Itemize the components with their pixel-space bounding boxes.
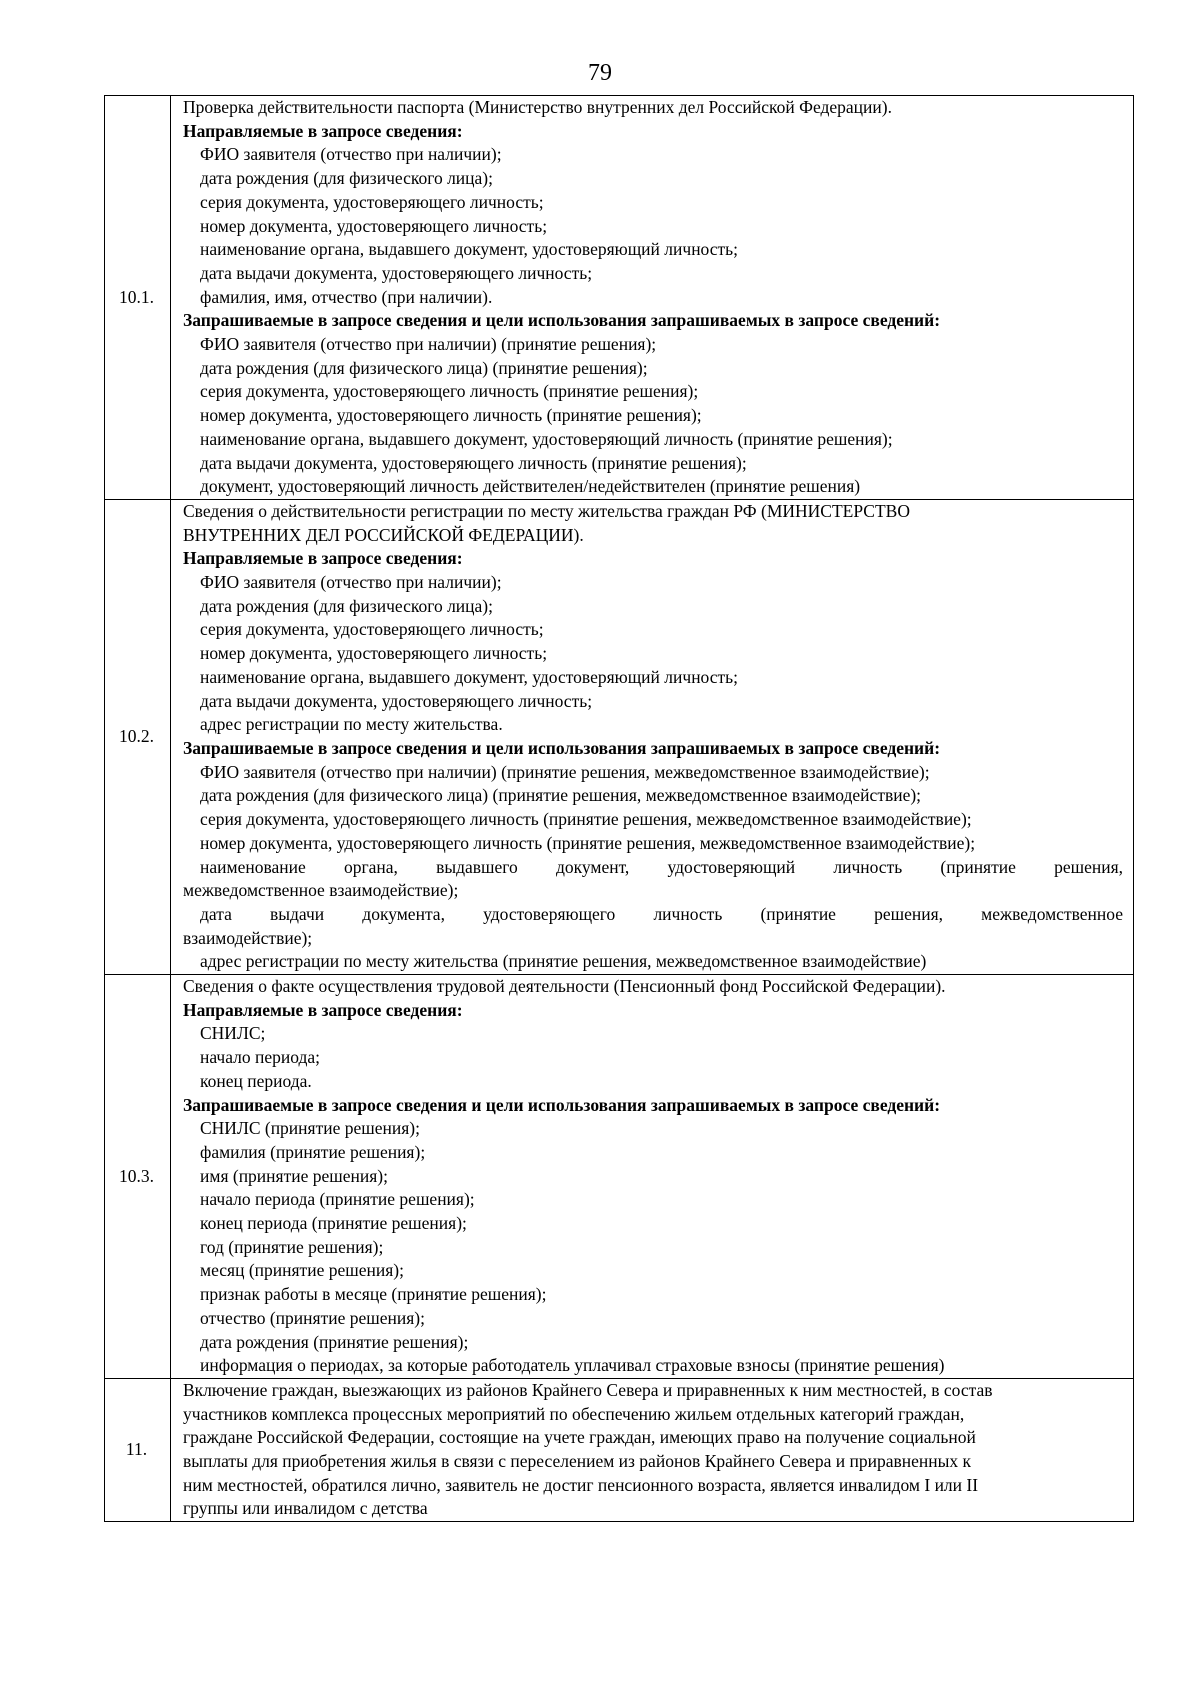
row-number: 10.3.: [105, 975, 171, 1379]
text-line: номер документа, удостоверяющего личность;: [200, 643, 548, 664]
text-line: имя (принятие решения);: [200, 1165, 388, 1186]
page-number: 79: [588, 60, 612, 86]
section-heading: Направляемые в запросе сведения:: [183, 120, 463, 141]
text-line: участников комплекса процессных мероприятий по обеспечению жильем отдельных категорий граждан,: [183, 1403, 965, 1424]
text-line: серия документа, удостоверяющего личность (принятие решения);: [200, 381, 699, 402]
row-content: [171, 96, 1134, 500]
text-line: ФИО заявителя (отчество при наличии) (принятие решения, межведомственное взаимодействие);: [200, 761, 930, 782]
text-line: ВНУТРЕННИХ ДЕЛ РОССИЙСКОЙ ФЕДЕРАЦИИ).: [183, 524, 584, 545]
text-line: начало периода (принятие решения);: [200, 1189, 475, 1210]
text-line: дата выдачи документа, удостоверяющего личность;: [200, 690, 593, 711]
text-line: дата рождения (для физического лица);: [200, 595, 493, 616]
section-heading: Запрашиваемые в запросе сведения и цели использования запрашиваемых в запросе сведений:: [183, 310, 941, 331]
text-line: год (принятие решения);: [200, 1236, 384, 1257]
section-heading: Запрашиваемые в запросе сведения и цели использования запрашиваемых в запросе сведений:: [183, 737, 941, 758]
text-line: фамилия, имя, отчество (при наличии).: [200, 286, 493, 307]
text-line: наименование органа, выдавшего документ, удостоверяющий личность;: [200, 239, 738, 260]
text-line: Проверка действительности паспорта (Министерство внутренних дел Российской Федерации).: [183, 97, 892, 117]
text-line: начало периода;: [200, 1047, 321, 1068]
row-content: [171, 975, 1134, 1379]
text-line: граждане Российской Федерации, состоящие на учете граждан, имеющих право на получение социальной: [183, 1427, 976, 1448]
text-line: СНИЛС;: [200, 1023, 266, 1044]
text-line: серия документа, удостоверяющего личность;: [200, 191, 544, 212]
text-line: Сведения о факте осуществления трудовой деятельности (Пенсионный фонд Российской Федерации).: [183, 976, 946, 997]
text-line: отчество (принятие решения);: [200, 1307, 425, 1328]
table-row: [105, 499, 1134, 974]
text-line: межведомственное взаимодействие);: [183, 880, 459, 901]
document-table: [104, 95, 1134, 1522]
text-line: дата рождения (для физического лица) (принятие решения);: [200, 357, 648, 378]
text-line: адрес регистрации по месту жительства (принятие решения, межведомственное взаимодействие): [200, 951, 927, 972]
section-heading: Запрашиваемые в запросе сведения и цели использования запрашиваемых в запросе сведений:: [183, 1094, 941, 1115]
row-number: 10.2.: [105, 499, 171, 974]
text-line: Сведения о действительности регистрации по месту жительства граждан РФ (МИНИСТЕРСТВО: [183, 500, 910, 521]
text-line: серия документа, удостоверяющего личность;: [200, 619, 544, 640]
text-line: ним местностей, обратился лично, заявитель не достиг пенсионного возраста, является инвалидом I или II: [183, 1474, 979, 1495]
text-line: дата выдачи документа, удостоверяющего личность (принятие решения, межведомственное: [200, 903, 1123, 924]
text-line: признак работы в месяце (принятие решения);: [200, 1284, 547, 1305]
text-line: дата рождения (принятие решения);: [200, 1331, 469, 1352]
text-line: документ, удостоверяющий личность действителен/недействителен (принятие решения): [200, 476, 861, 497]
text-line: Включение граждан, выезжающих из районов Крайнего Севера и приравненных к ним местностей, в состав: [183, 1379, 993, 1400]
table-row: [105, 975, 1134, 1379]
text-line: дата выдачи документа, удостоверяющего личность (принятие решения);: [200, 452, 747, 473]
row-number: 11.: [105, 1378, 171, 1521]
text-line: наименование органа, выдавшего документ, удостоверяющий личность (принятие решения,: [200, 856, 1123, 877]
row-content: [171, 499, 1134, 974]
text-line: ФИО заявителя (отчество при наличии) (принятие решения);: [200, 334, 657, 355]
text-line: информация о периодах, за которые работодатель уплачивал страховые взносы (принятие решения): [200, 1355, 945, 1376]
text-line: дата выдачи документа, удостоверяющего личность;: [200, 262, 593, 283]
text-line: взаимодействие);: [183, 927, 313, 948]
section-heading: Направляемые в запросе сведения:: [183, 548, 463, 569]
text-line: ФИО заявителя (отчество при наличии);: [200, 144, 502, 165]
text-line: дата рождения (для физического лица) (принятие решения, межведомственное взаимодействие);: [200, 785, 922, 806]
text-line: месяц (принятие решения);: [200, 1260, 404, 1281]
section-heading: Направляемые в запросе сведения:: [183, 999, 463, 1020]
table-row: [105, 1378, 1134, 1521]
table-row: [105, 96, 1134, 500]
text-line: выплаты для приобретения жилья в связи с переселением из районов Крайнего Севера и приравненных к: [183, 1451, 971, 1472]
text-line: адрес регистрации по месту жительства.: [200, 714, 503, 735]
row-content: [171, 1378, 1134, 1521]
row-number: 10.1.: [105, 96, 171, 500]
text-line: конец периода (принятие решения);: [200, 1213, 467, 1234]
text-line: дата рождения (для физического лица);: [200, 168, 493, 189]
text-line: конец периода.: [200, 1070, 312, 1091]
text-line: номер документа, удостоверяющего личность;: [200, 215, 548, 236]
text-line: СНИЛС (принятие решения);: [200, 1118, 420, 1139]
text-line: ФИО заявителя (отчество при наличии);: [200, 572, 502, 593]
text-line: серия документа, удостоверяющего личность (принятие решения, межведомственное взаимодействие);: [200, 809, 972, 830]
text-line: номер документа, удостоверяющего личность (принятие решения, межведомственное взаимодействие);: [200, 832, 976, 853]
text-line: наименование органа, выдавшего документ, удостоверяющий личность (принятие решения);: [200, 428, 893, 449]
text-line: группы или инвалидом с детства: [183, 1498, 428, 1519]
text-line: наименование органа, выдавшего документ, удостоверяющий личность;: [200, 666, 738, 687]
text-line: фамилия (принятие решения);: [200, 1141, 426, 1162]
table-body: [105, 96, 1134, 1522]
text-line: номер документа, удостоверяющего личность (принятие решения);: [200, 405, 702, 426]
